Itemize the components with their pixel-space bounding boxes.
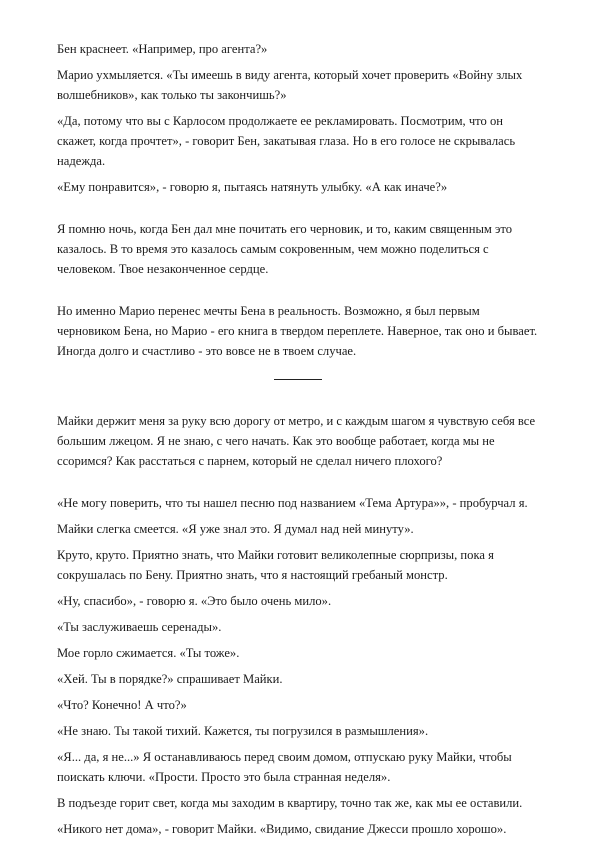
paragraph: «Хей. Ты в порядке?» спрашивает Майки. (57, 672, 283, 686)
paragraph: Бен краснеет. «Например, про агента?» (57, 42, 268, 56)
paragraph: Марио ухмыляется. «Ты имеешь в виду агента, который хочет проверить «Войну злых волшебников», как только ты закончишь?» (57, 68, 523, 102)
paragraph: «Что? Конечно! А что?» (57, 698, 187, 712)
paragraph: «Не знаю. Ты такой тихий. Кажется, ты погрузился в размышления». (57, 724, 429, 738)
paragraph: Майки слегка смеется. «Я уже знал это. Я думал над ней минуту». (57, 522, 414, 536)
paragraph: «Никого нет дома», - говорит Майки. «Видимо, свидание Джесси прошло хорошо». (57, 822, 507, 836)
paragraph: «Я... да, я не...» Я останавливаюсь перед своим домом, отпускаю руку Майки, чтобы поискать ключи. «Прости. Просто это была странная неделя». (57, 750, 512, 784)
section-divider-line (274, 379, 322, 380)
text-block-before-break (57, 39, 544, 361)
paragraph: «Да, потому что вы с Карлосом продолжаете ее рекламировать. Посмотрим, что он скажет, когда прочтет», - говорит Бен, закатывая глаза. Но в его голосе не скрывалась надежда. (57, 114, 516, 168)
section-break (57, 367, 544, 397)
paragraph: «Не могу поверить, что ты нашел песню под названием «Тема Артура»», - пробурчал я. (57, 496, 528, 510)
paragraph: «Ему понравится», - говорю я, пытаясь натянуть улыбку. «А как иначе?» (57, 180, 448, 194)
text-block-after-break (57, 411, 544, 839)
paragraph: Майки держит меня за руку всю дорогу от метро, и с каждым шагом я чувствую себя все большим лжецом. Я не знаю, с чего начать. Как это вообще работает, когда мы не ссоримся? Как расстаться с парнем, который не сделал ничего плохого? (57, 414, 536, 468)
paragraph: Круто, круто. Приятно знать, что Майки готовит великолепные сюрпризы, пока я сокрушалась по Бену. Приятно знать, что я настоящий гребаный монстр. (57, 548, 494, 582)
paragraph: Но именно Марио перенес мечты Бена в реальность. Возможно, я был первым черновиком Бена, но Марио - его книга в твердом переплете. Наверное, так оно и бывает. Иногда долго и счастливо - это вовсе не в твоем случае. (57, 304, 538, 358)
paragraph: «Ты заслуживаешь серенады». (57, 620, 222, 634)
paragraph: Я помню ночь, когда Бен дал мне почитать его черновик, и то, каким священным это казалось. В то время это казалось самым сокровенным, чем можно поделиться с человеком. Твое незаконченное сердце. (57, 222, 513, 276)
paragraph: «Ну, спасибо», - говорю я. «Это было очень мило». (57, 594, 332, 608)
paragraph: В подъезде горит свет, когда мы заходим в квартиру, точно так же, как мы ее оставили. (57, 796, 523, 810)
paragraph: Мое горло сжимается. «Ты тоже». (57, 646, 240, 660)
